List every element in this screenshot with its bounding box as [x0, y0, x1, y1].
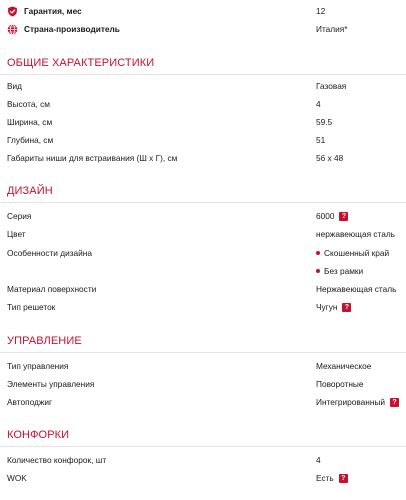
spec-row-control-elements	[0, 375, 406, 393]
spec-row-material	[0, 280, 406, 298]
section-divider-control	[0, 352, 406, 353]
spec-label: Цвет	[7, 228, 26, 239]
warranty-value: 12	[316, 5, 326, 16]
spec-value: Механическое	[316, 360, 372, 371]
spec-row	[0, 149, 406, 167]
spec-row	[0, 95, 406, 113]
spec-label: WOK	[7, 472, 27, 483]
spec-row-wok	[0, 469, 406, 487]
spec-value-feature	[316, 249, 389, 257]
section-divider-design	[0, 202, 406, 203]
spec-value	[316, 398, 399, 407]
spec-row-color	[0, 225, 406, 243]
spec-value: 56 x 48	[316, 152, 344, 163]
spec-row-burner-count	[0, 451, 406, 469]
spec-value: Нержавеющая сталь	[316, 283, 397, 294]
section-divider-burners	[0, 446, 406, 447]
spec-label: Ширина, см	[7, 116, 53, 127]
feature-text: Скошенный край	[324, 247, 390, 258]
spec-row-country	[0, 20, 406, 38]
spec-row-grates	[0, 298, 406, 316]
spec-label: Глубина, см	[7, 134, 54, 145]
spec-row-ignition	[0, 393, 406, 411]
section-title-general: ОБЩИЕ ХАРАКТЕРИСТИКИ	[7, 57, 155, 69]
shield-check-icon	[7, 6, 18, 17]
spec-label-warranty	[7, 6, 82, 17]
wok-value-text: Есть	[316, 472, 334, 483]
section-title-control: УПРАВЛЕНИЕ	[7, 335, 82, 347]
spec-value	[316, 303, 351, 312]
spec-value: Газовая	[316, 80, 347, 91]
spec-row	[0, 77, 406, 95]
spec-value	[316, 212, 348, 221]
spec-value: 51	[316, 134, 326, 145]
section-divider-general	[0, 74, 406, 75]
spec-row-warranty	[0, 2, 406, 20]
spec-row-features-cont	[0, 262, 406, 280]
spec-label: Особенности дизайна	[7, 247, 92, 258]
spec-label: Серия	[7, 210, 32, 221]
help-icon[interactable]: ?	[342, 303, 351, 312]
spec-value: 4	[316, 454, 321, 465]
spec-value: нержавеющая сталь	[316, 228, 395, 239]
help-icon[interactable]: ?	[390, 398, 399, 407]
warranty-label-text: Гарантия, мес	[24, 5, 82, 16]
spec-row-series	[0, 207, 406, 225]
grates-value-text: Чугун	[316, 301, 338, 312]
spec-label: Элементы управления	[7, 378, 95, 389]
ignition-value-text: Интегрированный	[316, 396, 386, 407]
spec-row	[0, 131, 406, 149]
country-value: Италия*	[316, 23, 348, 34]
spec-value: 59.5	[316, 116, 333, 127]
spec-label: Тип решеток	[7, 301, 56, 312]
spec-value: Поворотные	[316, 378, 364, 389]
spec-value: 4	[316, 98, 321, 109]
spec-row-control-type	[0, 357, 406, 375]
section-title-burners: КОНФОРКИ	[7, 429, 70, 441]
spec-label: Габариты ниши для встраивания (Ш х Г), см	[7, 152, 178, 163]
bullet-icon	[316, 251, 320, 255]
series-value-text: 6000	[316, 210, 335, 221]
spec-row	[0, 113, 406, 131]
spec-label: Тип управления	[7, 360, 69, 371]
spec-label: Материал поверхности	[7, 283, 97, 294]
spec-label: Автоподжиг	[7, 396, 53, 407]
feature-text: Без рамки	[324, 265, 364, 276]
spec-value	[316, 474, 348, 483]
spec-label: Высота, см	[7, 98, 50, 109]
help-icon[interactable]: ?	[339, 474, 348, 483]
country-label-text: Страна-производитель	[24, 23, 120, 34]
bullet-icon	[316, 269, 320, 273]
spec-label: Вид	[7, 80, 23, 91]
spec-row-features	[0, 244, 406, 262]
section-title-design: ДИЗАЙН	[7, 185, 53, 197]
spec-value-feature	[316, 267, 363, 275]
spec-label-country	[7, 24, 120, 35]
globe-icon	[7, 24, 18, 35]
help-icon[interactable]: ?	[339, 212, 348, 221]
spec-label: Количество конфорок, шт	[7, 454, 107, 465]
